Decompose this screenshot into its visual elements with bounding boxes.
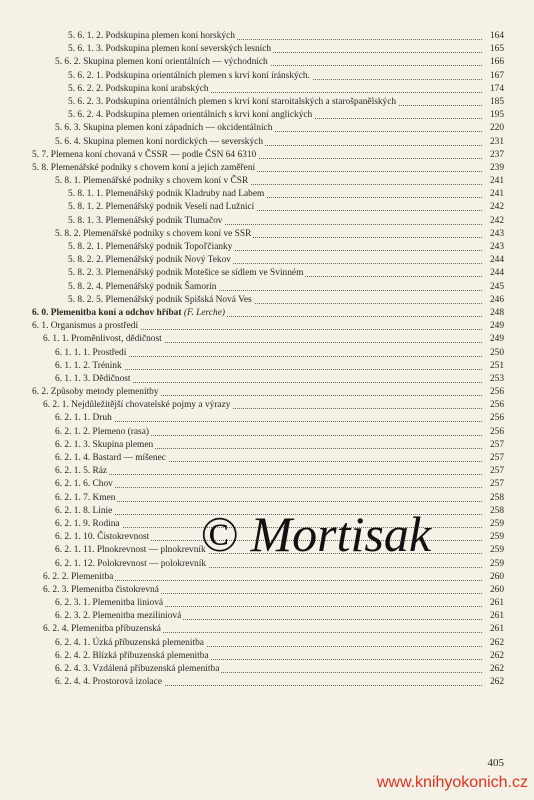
toc-entry-page: 244 (482, 254, 504, 267)
site-url-watermark: www.knihyokonich.cz (376, 774, 528, 791)
toc-entry-text: 5. 8. 1. 1. Plemenářský podnik Kladruby nad Labem (68, 189, 265, 200)
toc-entry (0, 30, 534, 43)
toc-entry-text: 6. 2. 1. 4. Bastard — míšenec (55, 453, 166, 463)
toc-entry-title (55, 492, 117, 505)
toc-entry (0, 56, 534, 69)
toc-entry (0, 597, 534, 610)
dot-leader (55, 501, 482, 502)
toc-entry-page: 258 (482, 492, 504, 505)
toc-entry-text: 5. 8. 2. 1. Plemenářský podnik Topoľčianky (68, 242, 233, 252)
toc-entry-text: 5. 8. 2. 2. Plemenářský podnik Nový Tekov (68, 255, 231, 266)
toc-entry-title (55, 228, 253, 241)
toc-entry-text: 6. 0. Plemenitba koní a odchov hříbat (32, 307, 182, 318)
toc-entry-text: 6. 2. 1. 10. Čistokrevnost (55, 532, 150, 543)
toc-entry-title (55, 439, 155, 452)
toc-entry-title (55, 360, 124, 373)
toc-entry (0, 254, 534, 267)
toc-entry-page: 195 (482, 109, 504, 122)
toc-entry-text: 5. 6. 2. Skupina plemen koní orientálních — východních (55, 57, 268, 68)
toc-entry-page: 174 (482, 83, 504, 96)
toc-entry-title (55, 597, 165, 610)
toc-entry-text: 6. 2. 2. Plemenitba (43, 571, 114, 582)
toc-entry-title (55, 558, 208, 571)
toc-entry-text: 6. 1. 1. Proměnlivost, dědičnost (43, 334, 162, 345)
toc-entry (0, 478, 534, 491)
toc-entry-text: 6. 2. 1. 11. Plnokrevnost — plnokrevník (55, 545, 206, 556)
toc-entry (0, 241, 534, 254)
toc-entry-page: 261 (482, 623, 504, 636)
toc-entry-title (55, 505, 114, 518)
toc-entry-text: 6. 2. 1. 12. Polokrevnost — polokrevník (55, 558, 207, 569)
toc-entry (0, 294, 534, 307)
toc-entry (0, 136, 534, 149)
toc-entry (0, 571, 534, 584)
toc-entry-title (55, 136, 265, 149)
toc-entry-text: 6. 2. 1. 5. Ráz (55, 466, 108, 477)
toc-entry (0, 610, 534, 623)
toc-entry-text: 5. 7. Plemena koní chovaná v ČSSR — podle ČSN 64 6310 (32, 149, 257, 160)
toc-entry-page: 261 (482, 597, 504, 610)
toc-entry (0, 281, 534, 294)
toc-entry (0, 465, 534, 478)
toc-entry-page: 262 (482, 650, 504, 663)
toc-entry-page: 167 (482, 70, 504, 83)
toc-entry (0, 188, 534, 201)
toc-entry-page: 256 (482, 399, 504, 412)
toc-entry-page: 259 (482, 518, 504, 531)
toc-entry-page: 250 (482, 347, 504, 360)
toc-entry (0, 201, 534, 214)
toc-entry (0, 360, 534, 373)
toc-entry-title (55, 426, 151, 439)
toc-entry-text: 6. 2. 4. Plemenitba příbuzenská (43, 624, 161, 635)
toc-entry-text: 6. 2. 3. 1. Plemenitba liniová (55, 598, 164, 609)
toc-entry (0, 347, 534, 360)
toc-entry-page: 257 (482, 452, 504, 465)
toc-entry (0, 307, 534, 320)
toc-entry-page: 257 (482, 465, 504, 478)
toc-entry-title (68, 43, 273, 56)
toc-entry-text: 5. 8. 1. 3. Plemenářský podnik Tlumačov (68, 215, 223, 226)
toc-entry-title (68, 70, 312, 83)
toc-entry-text: 6. 2. Způsoby metody plemenitby (32, 387, 159, 398)
toc-entry (0, 122, 534, 135)
toc-entry-title (68, 215, 225, 228)
toc-entry-title (68, 241, 234, 254)
toc-entry-text: 6. 1. 1. 1. Prostředí (55, 347, 127, 358)
toc-entry-text: 6. 2. 4. 1. Úzká příbuzenská plemenitba (55, 637, 204, 648)
toc-entry (0, 373, 534, 386)
toc-entry-title (55, 650, 211, 663)
toc-entry-page: 259 (482, 558, 504, 571)
toc-entry (0, 623, 534, 636)
toc-entry (0, 386, 534, 399)
toc-entry (0, 676, 534, 689)
toc-entry-page: 261 (482, 610, 504, 623)
toc-entry (0, 650, 534, 663)
toc-entry-title (68, 96, 398, 109)
toc-entry-page: 257 (482, 478, 504, 491)
toc-entry-page: 244 (482, 267, 504, 280)
toc-entry-title (32, 307, 227, 320)
toc-entry-text: 5. 8. Plemenářské podniky s chovem koní a jejich zaměření (32, 162, 256, 173)
toc-entry-title (55, 373, 133, 386)
toc-entry-page: 253 (482, 373, 504, 386)
toc-entry-title (68, 294, 254, 307)
toc-entry-text: 6. 2. 1. 2. Plemeno (rasa) (55, 426, 149, 437)
toc-entry-title (32, 149, 258, 162)
toc-entry (0, 412, 534, 425)
dot-leader (55, 421, 482, 422)
toc-entry-page: 237 (482, 149, 504, 162)
toc-entry-text: 6. 2. 1. 8. Linie (55, 505, 113, 516)
toc-entry-title (55, 531, 151, 544)
toc-entry-title (43, 623, 163, 636)
toc-entry-text: 5. 6. 1. 2. Podskupina plemen koní horských (68, 31, 235, 41)
toc-entry-page: 251 (482, 360, 504, 373)
toc-entry (0, 109, 534, 122)
toc-entry (0, 267, 534, 280)
toc-entry-text: 5. 8. 1. Plemenářské podniky s chovem koní v ČSR (55, 176, 249, 187)
toc-entry (0, 228, 534, 241)
toc-entry-title (32, 162, 257, 175)
toc-entry-title (55, 452, 168, 465)
toc-entry-page: 256 (482, 386, 504, 399)
toc-entry-page: 262 (482, 676, 504, 689)
toc-entry-page: 241 (482, 188, 504, 201)
dot-leader (55, 487, 482, 488)
toc-entry-text: 6. 1. 1. 3. Dědičnost (55, 373, 131, 384)
toc-entry-page: 248 (482, 307, 504, 320)
toc-entry-title (55, 676, 164, 689)
toc-entry-page: 243 (482, 228, 504, 241)
toc-entry (0, 96, 534, 109)
toc-entry-text: 5. 8. 2. Plemenářské podniky s chovem koní ve SSR (55, 228, 252, 239)
toc-entry (0, 426, 534, 439)
toc-entry-title (55, 56, 270, 69)
toc-entry-title (55, 412, 114, 425)
toc-entry-title (55, 637, 206, 650)
toc-entry-text: 6. 2. 1. 3. Skupina plemen (55, 439, 154, 450)
toc-entry (0, 70, 534, 83)
toc-entry-page: 262 (482, 663, 504, 676)
toc-entry-text: 5. 8. 2. 4. Plemenářský podnik Šamorín (68, 281, 217, 292)
toc-entry-text: 6. 1. Organismus a prostředí (32, 321, 139, 332)
toc-entry-title (55, 347, 128, 360)
toc-entry-title (68, 254, 233, 267)
toc-entry-page: 257 (482, 439, 504, 452)
toc-entry-page: 256 (482, 426, 504, 439)
toc-entry-title (55, 544, 208, 557)
toc-entry-page: 185 (482, 96, 504, 109)
toc-entry (0, 452, 534, 465)
toc-entry-text: 5. 6. 2. 3. Podskupina orientálních plemen s krví koní staroitalských a starošpanělských (68, 96, 397, 107)
toc-entry-text: 6. 2. 3. Plemenitba čistokrevná (43, 584, 159, 595)
toc-entry-title (55, 175, 250, 188)
toc-entry (0, 492, 534, 505)
toc-entry (0, 320, 534, 333)
toc-entry-text: 6. 2. 1. 1. Druh (55, 413, 112, 424)
toc-entry-page: 260 (482, 584, 504, 597)
toc-entry-page: 259 (482, 544, 504, 557)
toc-entry-title (55, 122, 274, 135)
toc-entry-title (43, 399, 232, 412)
toc-entry (0, 83, 534, 96)
toc-entry-text: 5. 8. 2. 3. Plemenářský podnik Motešice se sídlem ve Svinném (68, 268, 304, 279)
toc-entry (0, 399, 534, 412)
toc-entry-page: 243 (482, 241, 504, 254)
dot-leader (55, 474, 482, 475)
toc-entry-text: 5. 6. 3. Skupina plemen koní západních — okcidentálních (55, 123, 273, 134)
toc-entry-text: 6. 2. 1. 7. Kmen (55, 492, 116, 503)
toc-entry-page: 258 (482, 505, 504, 518)
toc-entry-page: 249 (482, 333, 504, 346)
toc-entry-title (68, 109, 314, 122)
toc-entry-title (55, 478, 115, 491)
toc-entry-title (68, 188, 266, 201)
toc-entry-text: 6. 1. 1. 2. Trénink (55, 360, 122, 371)
toc-entry (0, 584, 534, 597)
toc-entry-title (55, 518, 122, 531)
toc-entry-text: 6. 2. 1. Nejdůležitější chovatelské pojmy a výrazy (43, 400, 231, 411)
toc-entry-title (68, 30, 237, 43)
toc-entry-text: 5. 6. 4. Skupina plemen koní nordických — severských (55, 136, 264, 147)
toc-entry-title (32, 386, 161, 399)
toc-entry-text: 5. 6. 1. 3. Podskupina plemen koní severských lesních (68, 44, 272, 55)
toc-entry-page: 166 (482, 56, 504, 69)
toc-entry-page: 262 (482, 637, 504, 650)
toc-entry-page: 164 (482, 30, 504, 43)
toc-entry-text: 6. 2. 4. 2. Blízká příbuzenská plemenitba (55, 650, 209, 661)
toc-entry-page: 220 (482, 122, 504, 135)
toc-entry (0, 333, 534, 346)
toc-entry-text: 6. 2. 3. 2. Plemenitba meziliniová (55, 611, 182, 622)
toc-entry-title (68, 201, 256, 214)
toc-entry-text: 6. 2. 4. 4. Prostorová izolace (55, 677, 163, 688)
toc-entry (0, 663, 534, 676)
toc-entry-page: 165 (482, 43, 504, 56)
toc-entry (0, 162, 534, 175)
toc-entry (0, 175, 534, 188)
toc-entry-page: 259 (482, 531, 504, 544)
toc-entry-text: 5. 6. 2. 4. Podskupina plemen orientálních s krví koní anglických (68, 110, 313, 121)
toc-entry (0, 637, 534, 650)
table-of-contents (0, 30, 534, 689)
watermark: © Mortisak (200, 506, 432, 562)
toc-entry-text: 5. 8. 2. 5. Plemenářský podnik Spišská Nová Ves (68, 294, 252, 305)
toc-entry-page: 231 (482, 136, 504, 149)
toc-entry-author: (F. Lerche) (183, 307, 225, 318)
toc-entry (0, 215, 534, 228)
toc-entry (0, 439, 534, 452)
toc-entry-text: 6. 2. 1. 6. Chov (55, 479, 113, 490)
toc-entry-title (43, 571, 115, 584)
toc-entry-page: 239 (482, 162, 504, 175)
page-number: 405 (487, 757, 504, 769)
toc-entry-title (55, 465, 109, 478)
toc-entry-page: 241 (482, 175, 504, 188)
toc-entry-page: 245 (482, 281, 504, 294)
toc-entry-title (68, 281, 218, 294)
toc-entry-text: 5. 6. 2. 2. Podskupina koní arabských (68, 83, 209, 94)
toc-entry-text: 6. 2. 1. 9. Rodina (55, 518, 120, 529)
toc-entry-title (68, 267, 305, 280)
toc-entry-title (43, 584, 161, 597)
toc-entry-page: 249 (482, 320, 504, 333)
toc-entry-page: 260 (482, 571, 504, 584)
toc-entry (0, 43, 534, 56)
toc-entry (0, 149, 534, 162)
toc-entry-text: 6. 2. 4. 3. Vzdálená příbuzenská plemenitba (55, 664, 220, 674)
toc-entry-page: 242 (482, 201, 504, 214)
toc-entry-text: 5. 8. 1. 2. Plemenářský podnik Veselí nad Lužnicí (68, 202, 255, 213)
toc-entry-text: 5. 6. 2. 1. Podskupina orientálních plemen s krví koní íránských. (68, 70, 310, 81)
toc-entry-page: 256 (482, 412, 504, 425)
toc-entry-title (68, 83, 211, 96)
toc-entry-page: 246 (482, 294, 504, 307)
toc-entry-title (43, 333, 164, 346)
toc-entry-title (55, 663, 221, 676)
toc-entry-title (55, 610, 183, 623)
toc-entry-page: 242 (482, 215, 504, 228)
toc-entry-title (32, 320, 140, 333)
